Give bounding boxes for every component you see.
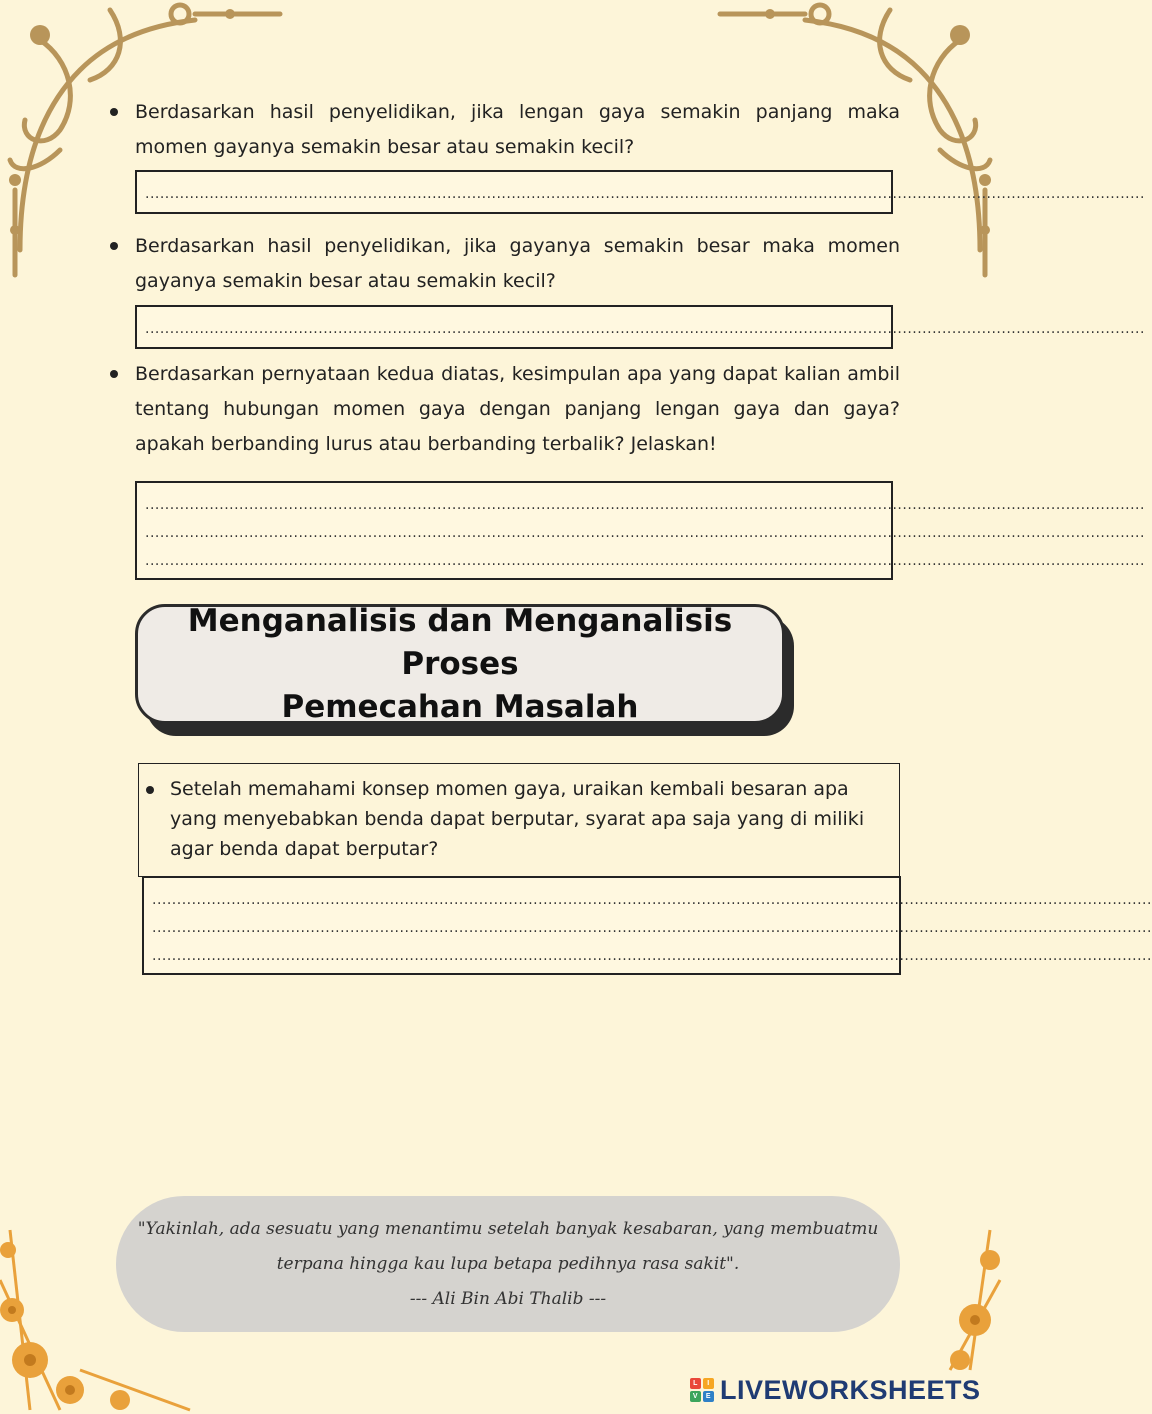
- analysis-question: [146, 774, 896, 864]
- answer-line: ..........................................................................................................................................................................................................: [145, 525, 1145, 541]
- brand-name: LIVEWORKSHEETS: [720, 1374, 981, 1405]
- answer-line: ..........................................................................................................................................................................................................: [145, 553, 1145, 569]
- answer-line: ..........................................................................................................................................................................................................: [152, 948, 1152, 964]
- quote-author: --- Ali Bin Abi Thalib ---: [409, 1288, 607, 1309]
- answer-box-1[interactable]: [135, 170, 1145, 214]
- question-1-text: Berdasarkan hasil penyelidikan, jika lengan gaya semakin panjang maka momen gayanya semakin besar atau semakin kecil?: [135, 101, 900, 158]
- logo-icon: [690, 1378, 714, 1402]
- logo-letter: V: [690, 1391, 701, 1402]
- question-2: [110, 229, 900, 299]
- bullet-icon: [110, 242, 118, 250]
- liveworksheets-logo[interactable]: [690, 1372, 981, 1408]
- bullet-icon: [110, 370, 118, 378]
- section-heading-line-1: Menganalisis dan Menganalisis Proses: [187, 602, 733, 682]
- answer-box-3[interactable]: [135, 481, 1145, 580]
- question-2-text: Berdasarkan hasil penyelidikan, jika gayanya semakin besar maka momen gayanya semakin besar atau semakin kecil?: [135, 235, 900, 292]
- answer-line: ..........................................................................................................................................................................................................: [152, 892, 1152, 908]
- answer-line: ..........................................................................................................................................................................................................: [145, 321, 1145, 337]
- quote-line-2: terpana hingga kau lupa betapa pedihnya rasa sakit".: [276, 1253, 740, 1274]
- bullet-icon: [110, 108, 118, 116]
- answer-box-4[interactable]: [142, 876, 1152, 975]
- question-3-text: Berdasarkan pernyataan kedua diatas, kesimpulan apa yang dapat kalian ambil tentang hubungan momen gaya dengan panjang lengan gaya dan gaya? apakah berbanding lurus atau berbanding terbalik? Jelaskan!: [135, 363, 900, 455]
- logo-letter: I: [703, 1378, 714, 1389]
- question-1: [110, 95, 900, 165]
- flower-ornament-bottom-right: [920, 1220, 1000, 1370]
- bullet-icon: [146, 786, 154, 794]
- answer-box-2[interactable]: [135, 305, 1145, 349]
- answer-line: ..........................................................................................................................................................................................................: [145, 186, 1145, 202]
- question-3: [110, 357, 900, 462]
- answer-line: ..........................................................................................................................................................................................................: [152, 920, 1152, 936]
- section-heading-line-2: Pemecahan Masalah: [281, 688, 639, 725]
- analysis-question-text: Setelah memahami konsep momen gaya, uraikan kembali besaran apa yang menyebabkan benda dapat berputar, syarat apa saja yang di miliki agar benda dapat berputar?: [170, 778, 865, 860]
- quote-line-1: "Yakinlah, ada sesuatu yang menantimu setelah banyak kesabaran, yang membuatmu: [137, 1218, 879, 1239]
- section-heading: [135, 604, 785, 724]
- answer-line: ..........................................................................................................................................................................................................: [145, 497, 1145, 513]
- logo-letter: E: [703, 1391, 714, 1402]
- quote-box: [116, 1196, 900, 1332]
- logo-letter: L: [690, 1378, 701, 1389]
